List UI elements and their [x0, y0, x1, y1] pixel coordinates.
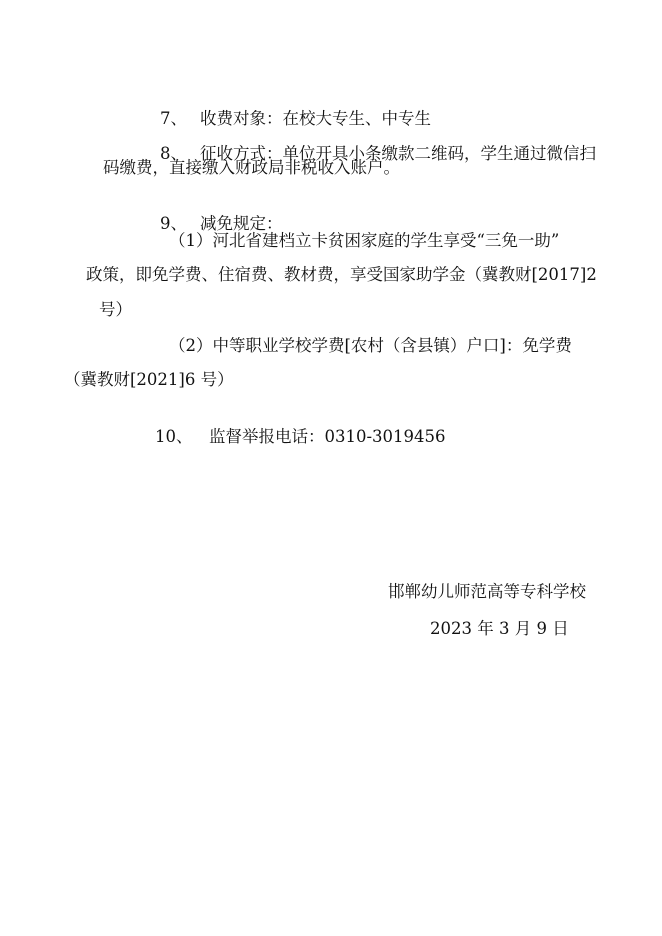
- item-7-number: 7、: [159, 109, 187, 128]
- sub-item-1-line3: 号）: [99, 300, 132, 319]
- item-9-number: 9、: [159, 214, 187, 233]
- item-8-number: 8、: [159, 144, 187, 163]
- item-8-text-line2: 码缴费，直接缴入财政局非税收入账户。: [103, 158, 400, 177]
- item-10: [134, 407, 446, 467]
- sub-item-1-line1: （1）河北省建档立卡贫困家庭的学生享受“三免一助”: [169, 231, 560, 250]
- item-8-text-line1: 征收方式：单位开具小条缴款二维码，学生通过微信扫: [199, 144, 596, 163]
- sub-item-1-line2: 政策，即免学费、住宿费、教材费，享受国家助学金（冀教财[2017]2: [86, 265, 597, 284]
- sub-item-2-line1: （2）中等职业学校学费[农村（含县镇）户口]：免学费: [169, 336, 572, 355]
- signature-organization: 邯郸幼儿师范高等专科学校: [388, 582, 586, 601]
- signature-date: 2023 年 3 月 9 日: [430, 619, 569, 638]
- item-7-text: 收费对象：在校大专生、中专生: [199, 109, 431, 128]
- sub-item-2-line2: （冀教财[2021]6 号）: [64, 370, 234, 389]
- item-10-number: 10、: [154, 427, 193, 446]
- item-9-text: 减免规定：: [199, 214, 283, 233]
- item-10-text: 监督举报电话：0310-3019456: [208, 427, 446, 446]
